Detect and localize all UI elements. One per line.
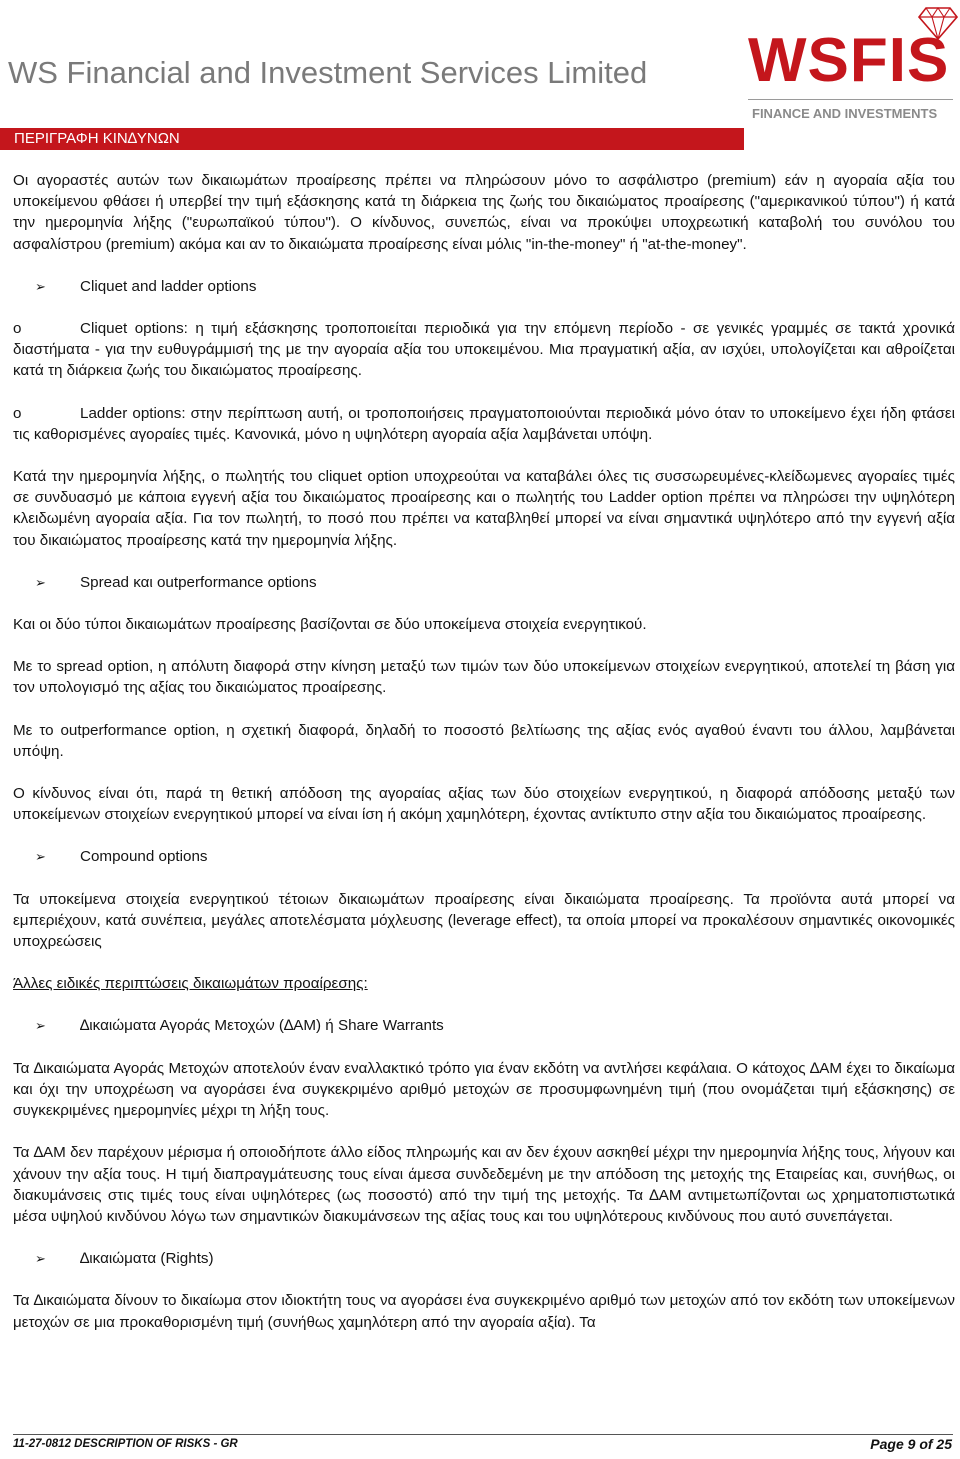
paragraph: Τα ∆ικαιώματα Αγοράς Μετοχών αποτελούν έναν εναλλακτικό τρόπο για έναν εκδότη να αντλήσει κεφάλαια. Ο κάτοχος ∆ΑΜ έχει το δικαίωμα και όχι την υποχρέωση να αγοράσει ένα συγκεκριμένο αριθμό μετοχών σε προσυμφωνημένη τιμή (που ονομάζεται τιμή εξάσκησης) σε συγκεκριμένες ημερομηνίες μέχρι τη λήξη τους. xyxy=(13,1059,955,1120)
section-banner: ΠΕΡΙΓΡΑΦΗ ΚΙΝ∆ΥΝΩΝ xyxy=(0,128,744,150)
bullet-heading-text: ∆ικαιώματα (Rights) xyxy=(80,1250,214,1268)
sub-item-marker: o xyxy=(13,404,22,422)
bullet-heading-text: Cliquet and ladder options xyxy=(80,277,257,295)
logo-text: WSFIS xyxy=(748,26,950,95)
bullet-heading-text: Spread και outperformance options xyxy=(80,573,317,591)
arrow-bullet-icon: ➢ xyxy=(35,574,46,590)
arrow-bullet-icon: ➢ xyxy=(35,278,46,294)
paragraph: Τα υποκείμενα στοιχεία ενεργητικού τέτοιων δικαιωμάτων προαίρεσης είναι δικαιώματα προαίρεσης. Τα προϊόντα αυτά μπορεί να εμπεριέχουν, κατά συνέπεια, μεγάλες αποτελέσματα μόχλευσης (leverage effect), τα οποία μπορεί να προκαλέσουν σημαντικές οικονομικές υποχρεώσεις xyxy=(13,890,955,951)
sub-item xyxy=(13,403,955,445)
bullet-heading-text: ∆ικαιώματα Αγοράς Μετοχών (∆ΑΜ) ή Share Warrants xyxy=(80,1017,444,1035)
bullet-heading xyxy=(13,572,955,593)
paragraph: Ο κίνδυνος είναι ότι, παρά τη θετική απόδοση της αγοραίας αξίας των δύο στοιχείων ενεργητικού, η διαφορά απόδοσης μεταξύ των υποκείμενων στοιχείων ενεργητικού μπορεί να είναι ίση ή ακόμη χαμηλότερη, έχοντας αντίκτυπο στην αξία του δικαιώματος προαίρεσης. xyxy=(13,785,955,824)
arrow-bullet-icon: ➢ xyxy=(35,1018,46,1034)
document-body xyxy=(13,170,955,1333)
paragraph: Οι αγοραστές αυτών των δικαιωμάτων προαίρεσης πρέπει να πληρώσουν μόνο το ασφάλιστρο (premium) εάν η αγοραία αξία του υποκείμενου φθάσει ή υπερβεί την τιμή εξάσκησης κατά τη διάρκεια της ζωής του δικαιώματος προαίρεσης ("αμερικανικού τύπου") ή κατά την ημερομηνία λήξης ("ευρωπαϊκού τύπου"). Ο κίνδυνος, συνεπώς, είναι να προκύψει υποχρεωτική καταβολή του συνόλου του ασφαλίστρου (premium) ακόμα και αν το δικαιώματα προαίρεσης είναι μόλις "in-the-money" ή "at-the-money". xyxy=(13,172,955,253)
footer-doc-id: 11-27-0812 DESCRIPTION OF RISKS - GR xyxy=(13,1438,238,1450)
sub-item-text: Ladder options: στην περίπτωση αυτή, οι τροποποιήσεις πραγματοποιούνται περιοδικά μόνο όταν το υποκείμενο έχει ήδη φτάσει τις καθορισμένες αγοραίες τιμές. Κανονικά, μόνο η υψηλότερη αγοραία αξία λαμβάνεται υπόψη. xyxy=(13,404,955,443)
sub-item xyxy=(13,318,955,382)
bullet-heading xyxy=(13,1248,955,1269)
arrow-bullet-icon: ➢ xyxy=(35,1251,46,1267)
special-cases-heading: Άλλες ειδικές περιπτώσεις δικαιωμάτων προαίρεσης: xyxy=(13,975,368,993)
company-name: WS Financial and Investment Services Limited xyxy=(8,55,648,90)
sub-item-text: Cliquet options: η τιμή εξάσκησης τροποποιείται περιοδικά για την επόμενη περίοδο - σε γενικές γραμμές σε τακτά χρονικά διαστήματα - για την ευθυγράμμισή της με την αγοραία αξία του υποκειμένου. Μια πραγματική αξία, αν ισχύει, υπολογίζεται και αθροίζεται κατά τη διάρκεια ζωής του δικαιώματος προαίρεσης. xyxy=(13,320,955,380)
paragraph: Τα ∆ικαιώματα δίνουν το δικαίωμα στον ιδιοκτήτη τους να αγοράσει ένα συγκεκριμένο αριθμό των μετοχών από τον εκδότη των υποκείμενων μετοχών σε μια προκαθορισμένη τιμή (συνήθως χαμηλότερη από την αγοραία αξία). Τα xyxy=(13,1292,955,1331)
arrow-bullet-icon: ➢ xyxy=(35,849,46,865)
paragraph: Τα ∆ΑΜ δεν παρέχουν μέρισμα ή οποιοδήποτε άλλο είδος πληρωμής και αν δεν έχουν ασκηθεί μέχρι την ημερομηνία λήξης τους, λήγουν και χάνουν την αξία τους. Η τιμή διαπραγμάτευσης τους είναι άμεσα συνδεδεμένη με την απόδοση της μετοχής της Εταιρείας και, συνήθως, οι διακυμάνσεις στις τιμές τους είναι υψηλότερες (ως ποσοστό) από την τιμή της μετοχής. Τα ∆ΑΜ αντιμετωπίζονται ως χρηματοπιστωτικά μέσα υψηλού κινδύνου λόγω των σημαντικών διακυμάνσεων της αξίας τους και του υψηλότερους κινδύνους που αυτό συνεπάγεται. xyxy=(13,1144,955,1225)
company-logo xyxy=(748,6,958,124)
logo-subtitle: FINANCE AND INVESTMENTS xyxy=(752,106,938,121)
paragraph: Και οι δύο τύποι δικαιωμάτων προαίρεσης βασίζονται σε δύο υποκείμενα στοιχεία ενεργητικού. xyxy=(13,616,647,634)
bullet-heading xyxy=(13,1015,955,1036)
footer-page-number: Page 9 of 25 xyxy=(870,1436,952,1452)
footer-divider xyxy=(13,1434,953,1435)
paragraph: Με το outperformance option, η σχετική διαφορά, δηλαδή το ποσοστό βελτίωσης της αξίας ενός αγαθού έναντι του άλλου, λαμβάνεται υπόψη. xyxy=(13,721,955,760)
bullet-heading-text: Compound options xyxy=(80,848,208,866)
logo-divider xyxy=(748,99,953,100)
sub-item-marker: o xyxy=(13,320,22,338)
bullet-heading xyxy=(13,276,955,297)
paragraph: Κατά την ημερομηνία λήξης, ο πωλητής του cliquet option υποχρεούται να καταβάλει όλες τις συσσωρευμένες-κλείδωμενες αγοραίες τιμές σε συνδυασμό με κάποια εγγενή αξία του δικαιώματος προαίρεσης και ο πωλητής του Ladder option πρέπει να πληρώσει την υψηλότερη κλειδωμένη αγοραία αξία. Για τον πωλητή, το ποσό που πρέπει να καταβληθεί μπορεί να είναι σημαντικά υψηλότερο από την εγγενή αξία του δικαιώματος προαίρεσης κατά την ημερομηνία λήξης. xyxy=(13,468,955,549)
bullet-heading xyxy=(13,846,955,867)
paragraph: Με το spread option, η απόλυτη διαφορά στην κίνηση μεταξύ των τιμών των δύο υποκείμενων στοιχείων ενεργητικού, αποτελεί τη βάση για τον υπολογισμό της αξίας του δικαιώματος προαίρεσης. xyxy=(13,658,955,697)
